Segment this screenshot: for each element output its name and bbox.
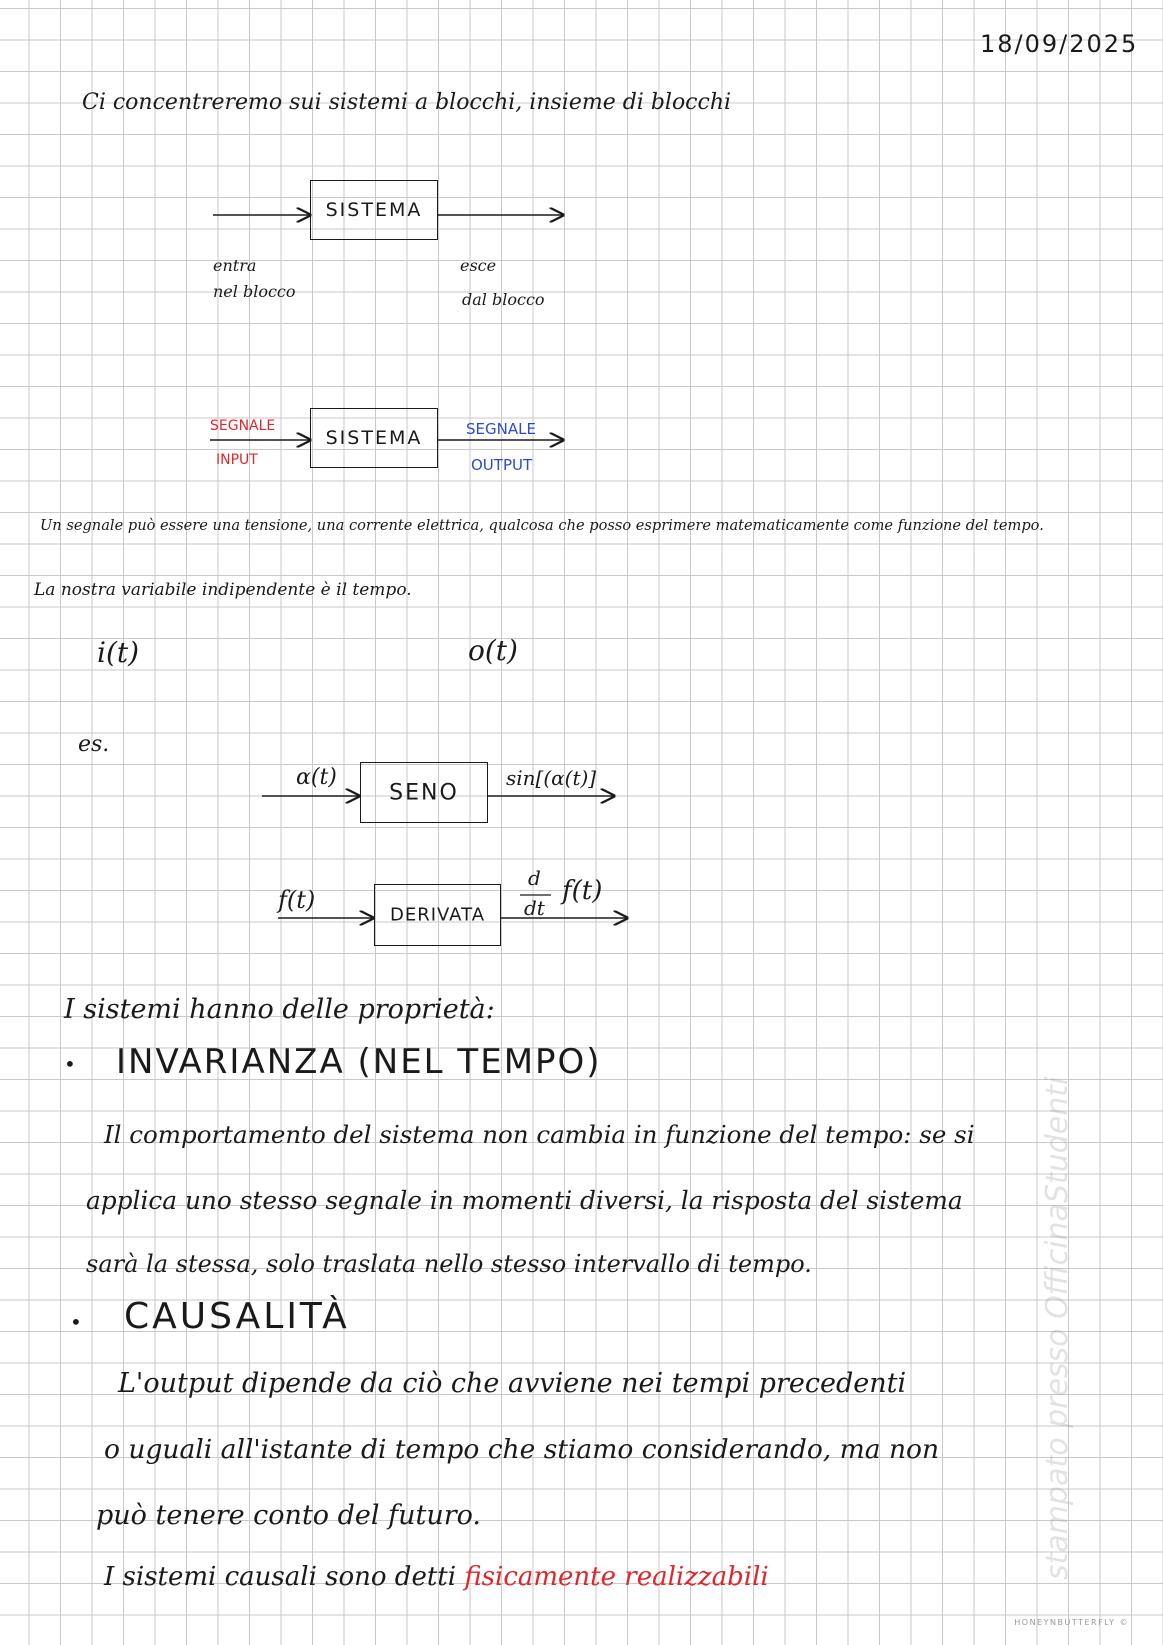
seno-input: α(t): [296, 765, 337, 790]
sistema-box-2-label: SISTEMA: [325, 427, 423, 449]
signal-definition: Un segnale può essere una tensione, una corrente elettrica, qualcosa che posso esprimere matematicamente come funzione del tempo.: [40, 517, 1044, 534]
input-label: INPUT: [216, 452, 258, 468]
seno-box-label: SENO: [389, 780, 459, 805]
derivata-box: [374, 884, 501, 946]
output-note-line2: dal blocco: [462, 290, 545, 309]
derivative-denominator: dt: [524, 896, 545, 920]
independent-variable: La nostra variabile indipendente è il tempo.: [34, 580, 412, 600]
credit: HONEYNBUTTERFLY ©: [1014, 1618, 1129, 1627]
invarianza-line2: applica uno stesso segnale in momenti diversi, la risposta del sistema: [86, 1186, 963, 1215]
bullet-2: •: [70, 1310, 82, 1334]
property-invarianza-title: INVARIANZA (NEL TEMPO): [116, 1042, 602, 1082]
final-highlight: fisicamente realizzabili: [464, 1562, 769, 1592]
derivata-box-label: DERIVATA: [389, 904, 486, 926]
derivata-input: f(t): [278, 886, 316, 914]
final-prefix: I sistemi causali sono detti: [104, 1562, 457, 1592]
bullet-1: •: [64, 1052, 76, 1076]
input-function: i(t): [97, 636, 140, 669]
input-note-line1: entra: [213, 256, 257, 275]
invarianza-line1: Il comportamento del sistema non cambia in funzione del tempo: se si: [104, 1120, 975, 1149]
final-statement: [104, 1562, 769, 1592]
sistema-box-1: [310, 180, 438, 240]
output-label: OUTPUT: [471, 456, 533, 474]
input-signal-label: SEGNALE: [210, 418, 276, 434]
causalita-line1: L'output dipende da ciò che avviene nei tempi precedenti: [118, 1368, 907, 1399]
output-signal-label: SEGNALE: [466, 420, 536, 438]
derivative-numerator: d: [528, 866, 541, 890]
output-function: o(t): [468, 634, 518, 667]
date: 18/09/2025: [980, 30, 1139, 58]
sistema-box-2: [310, 408, 438, 468]
causalita-line2: o uguali all'istante di tempo che stiamo considerando, ma non: [104, 1434, 940, 1465]
input-note-line2: nel blocco: [213, 282, 296, 301]
seno-box: [360, 762, 488, 823]
output-note-line1: esce: [460, 256, 497, 275]
property-causalita-title: CAUSALITÀ: [124, 1296, 350, 1337]
seno-output: sin[(α(t)]: [506, 766, 597, 790]
sistema-box-1-label: SISTEMA: [325, 199, 423, 221]
causalita-line3: può tenere conto del futuro.: [96, 1500, 482, 1531]
example-label: es.: [78, 732, 110, 757]
watermark: stampato presso OfficinaStudenti: [1040, 1076, 1075, 1580]
intro-text: Ci concentreremo sui sistemi a blocchi, insieme di blocchi: [82, 90, 732, 115]
invarianza-line3: sarà la stessa, solo traslata nello stesso intervallo di tempo.: [86, 1250, 812, 1278]
properties-intro: I sistemi hanno delle proprietà:: [64, 994, 495, 1025]
derivative-function: f(t): [562, 876, 603, 906]
